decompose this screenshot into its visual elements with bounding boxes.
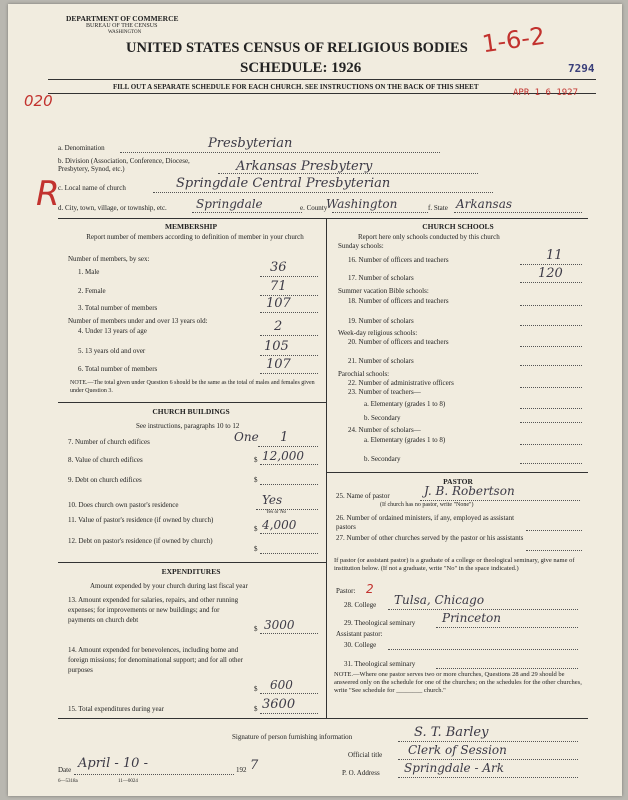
q19-label: 19. Number of scholars: [348, 317, 414, 325]
age-label: Number of members under and over 13 years old:: [68, 317, 208, 325]
county-value: Washington: [326, 197, 398, 211]
city-value: Springdale: [196, 197, 263, 211]
state-label: f. State: [428, 204, 448, 212]
state-value: Arkansas: [456, 197, 513, 211]
q4-label: 4. Under 13 years of age: [78, 327, 147, 335]
pastor-note: NOTE.—Where one pastor serves two or more churches, Questions 28 and 29 should be answered only on the schedule for one of the churches; on the schedules for the other churches, write "See schedule for ________ church.": [334, 671, 582, 694]
membership-title: MEMBERSHIP: [164, 222, 218, 231]
q28-value: Tulsa, Chicago: [394, 593, 485, 607]
q15-label: 15. Total expenditures during year: [68, 705, 164, 713]
q25-value: J. B. Robertson: [424, 484, 515, 498]
expenditures-title: EXPENDITURES: [161, 567, 221, 576]
county-label: e. County: [300, 204, 328, 212]
schedule-title: SCHEDULE: 1926: [240, 60, 362, 76]
sunday-label: Sunday schools:: [338, 242, 384, 250]
q14-label: 14. Amount expended for benevolences, including home and foreign missions; for denominational support; and for all other purposes: [68, 646, 243, 674]
q31-label: 31. Theological seminary: [344, 660, 416, 668]
q18-label: 18. Number of officers and teachers: [348, 297, 449, 305]
census-schedule-sheet: DEPARTMENT OF COMMERCE BUREAU OF THE CENSUS WASHINGTON UNITED STATES CENSUS OF RELIGIOUS BODIES SCHEDULE: 1926 FILL OUT A SEPARATE SCHEDULE FOR EACH CHURCH. SEE INSTRUCTIONS ON THE BACK OF THIS SHEET 1-6-2 7294 APR 1 6 1927 020 a. Denomination Presbyterian b. Division (Association, Conference, Diocese, Presbytery, Synod, etc.) Arkansas Presbytery c. Local name of church Springdale Central Presbyterian R d. City, town, village, or township, etc. Springdale e. County Washington f. State Arkansas MEMBERSHIP Report number of members according to definition of member in your church Number of members, by sex: 1. Male 36 2. Female 71 3. Total number of members 107 Number of members under and over 13 years old: 4. Under 13 years of age 2 5. 13 years old and over 105 6. Total number of members 107 NOTE.—The total given under Question 6 should be the same as the total of males and females given under Question 3. CHURCH BUILDINGS See instructions, paragraphs 10 to 12 7. Number of church edifices One 1 8. Value of church edifices $ 12,000 9. Debt on church edifices $ 10. Does church own pastor's residence Yes Yes or No 11. Value of pastor's residence (if owned by church) $ 4,000 12. Debt on pastor's residence (if owned by church) $ EXPENDITURES Amount expended by your church during last fiscal year 13. Amount expended for salaries, repairs, and other running expenses; for improvements or new buildings; and for payments on church debt $ 3000 14. Amount expended for benevolences, including home and foreign missions; for denominational support; and for all other purposes $ 600 15. Total expenditures during year $ 3600 CHURCH SCHOOLS Report here only schools conducted by this church Sunday schools: 16. Number of officers and teachers 11 17. Number of scholars 120 Summer vacation Bible schools: 18. Number of officers and teachers 19. Number of scholars Week-day religious schools: 20. Number of officers and teachers 21. Number of scholars Parochial schools: 22. Number of administrative officers 23. Number of teachers— a. Elementary (grades 1 to 8) b. Secondary 24. Number of scholars— a. Elementary (grades 1 to 8) b. Secondary PASTOR 25. Name of pastor J. B. Robertson (If church has no pastor, write "None") 26. Number of ordained ministers, if any, employed as assistant pastors 27. Number of other churches served by the pastor or his assistants If pastor (or assistant pastor) is a graduate of a college or theological seminary, give name of institution below. (If not a graduate, write "No" in the space indicated.) Pastor: 2 28. College Tulsa, Chicago 29. Theological seminary Princeton Assistant pastor: 30. College 31. Theological seminary NOTE.—Where one pastor serves two or more churches, Questions 28 and 29 should be answered only on the schedule for one of the churches; on the schedules for the other churches, write "See schedule for ________ church." Signature of person furnishing information S. T. Barley Official title Clerk of Session P. O. Address Springdale - Ark Date April - 10 - 192 7 6—5318a 11—0024: [8, 4, 622, 796]
q17-label: 17. Number of scholars: [348, 274, 414, 282]
signature-label: Signature of person furnishing information: [232, 733, 353, 741]
q14-value: 600: [270, 678, 293, 692]
q25-note: (If church has no pastor, write "None"): [380, 502, 474, 508]
signature-value: S. T. Barley: [414, 725, 489, 740]
q24b-label: b. Secondary: [364, 455, 401, 463]
schools-intro: Report here only schools conducted by this church: [358, 233, 500, 241]
year-value: 7: [250, 758, 259, 773]
q11-value: 4,000: [262, 518, 297, 532]
parochial-label: Parochial schools:: [338, 370, 390, 378]
q2-label: 2. Female: [78, 287, 106, 295]
denomination-label: a. Denomination: [58, 144, 105, 152]
q26-label: 26. Number of ordained ministers, if any, employed as assistant pastors: [336, 514, 515, 531]
q24-label: 24. Number of scholars—: [348, 426, 421, 434]
q20-label: 20. Number of officers and teachers: [348, 338, 449, 346]
q8-label: 8. Value of church edifices: [68, 456, 143, 464]
q16-label: 16. Number of officers and teachers: [348, 256, 449, 264]
division-label: b. Division (Association, Conference, Diocese, Presbytery, Synod, etc.): [58, 157, 190, 173]
membership-intro: Report number of members according to definition of member in your church: [86, 233, 304, 241]
q3-value: 107: [266, 296, 291, 311]
q28-label: 28. College: [344, 601, 377, 609]
pastor-title: PASTOR: [443, 477, 473, 486]
po-address-value: Springdale - Ark: [404, 761, 505, 775]
local-name-value: Springdale Central Presbyterian: [176, 176, 391, 191]
denomination-value: Presbyterian: [208, 136, 293, 151]
q23b-label: b. Secondary: [364, 414, 401, 422]
official-title-value: Clerk of Session: [408, 743, 507, 757]
dept-label: DEPARTMENT OF COMMERCE: [66, 14, 179, 23]
code-mark: 020: [24, 92, 53, 110]
q27-label: 27. Number of other churches served by the pastor or his assistants: [336, 534, 524, 542]
buildings-title: CHURCH BUILDINGS: [152, 407, 230, 416]
pastor-label: Pastor:: [336, 587, 356, 595]
q9-label: 9. Debt on church edifices: [68, 476, 142, 484]
q29-label: 29. Theological seminary: [344, 619, 416, 627]
margin-r-mark: R: [36, 174, 60, 214]
city-label: WASHINGTON: [108, 30, 142, 35]
q11-label: 11. Value of pastor's residence (if owned by church): [68, 516, 214, 524]
q1-label: 1. Male: [78, 268, 100, 276]
q22-label: 22. Number of administrative officers: [348, 379, 454, 387]
division-value: Arkansas Presbytery: [236, 159, 373, 174]
q17-value: 120: [538, 266, 563, 281]
local-name-label: c. Local name of church: [58, 184, 126, 192]
form-title: UNITED STATES CENSUS OF RELIGIOUS BODIES: [126, 40, 468, 56]
q5-label: 5. 13 years old and over: [78, 347, 146, 355]
q12-label: 12. Debt on pastor's residence (if owned by church): [68, 537, 213, 545]
received-stamp: APR 1 6 1927: [513, 88, 579, 98]
q6-value: 107: [266, 357, 291, 372]
q30-label: 30. College: [344, 641, 377, 649]
expenditures-intro: Amount expended by your church during last fiscal year: [90, 582, 248, 590]
q21-label: 21. Number of scholars: [348, 357, 414, 365]
q7-word: One: [234, 430, 259, 444]
q23a-label: a. Elementary (grades 1 to 8): [364, 400, 446, 408]
top-red-mark: 1-6-2: [480, 21, 547, 59]
q7-value: 1: [280, 430, 289, 445]
print-number: 11—0024: [118, 779, 138, 784]
official-title-label: Official title: [348, 751, 383, 759]
q3-label: 3. Total number of members: [78, 304, 158, 312]
file-number: 7294: [568, 62, 595, 75]
buildings-see: See instructions, paragraphs 10 to 12: [136, 422, 240, 430]
date-value: April - 10 -: [78, 756, 148, 771]
q10-value: Yes: [262, 493, 283, 507]
schools-title: CHURCH SCHOOLS: [422, 222, 494, 231]
q23-label: 23. Number of teachers—: [348, 388, 421, 396]
q8-value: 12,000: [262, 449, 304, 463]
q6-label: 6. Total number of members: [78, 365, 158, 373]
date-label: Date: [58, 766, 72, 774]
q13-label: 13. Amount expended for salaries, repairs, and other running expenses; for improvements or new buildings; and for payments on church debt: [68, 596, 239, 624]
summer-label: Summer vacation Bible schools:: [338, 287, 429, 295]
year-prefix: 192: [236, 766, 247, 774]
bureau-label: BUREAU OF THE CENSUS: [86, 23, 158, 29]
q24a-label: a. Elementary (grades 1 to 8): [364, 436, 446, 444]
yes-no-hint: Yes or No: [266, 510, 287, 515]
q25-label: 25. Name of pastor: [336, 492, 390, 500]
q5-value: 105: [264, 339, 289, 354]
q29-value: Princeton: [442, 611, 501, 625]
q4-value: 2: [274, 319, 283, 334]
q2-value: 71: [270, 279, 287, 294]
q7-label: 7. Number of church edifices: [68, 438, 150, 446]
weekday-label: Week-day religious schools:: [338, 329, 418, 337]
form-instructions: FILL OUT A SEPARATE SCHEDULE FOR EACH CHURCH. SEE INSTRUCTIONS ON THE BACK OF THIS SHEET: [113, 83, 479, 91]
graduate-note: If pastor (or assistant pastor) is a graduate of a college or theological seminary, give name of institution below. (If not a graduate, write "No" in the space indicated.): [334, 557, 575, 572]
q15-value: 3600: [262, 697, 296, 712]
form-number: 6—5318a: [58, 779, 78, 784]
pastor-mark: 2: [366, 582, 374, 596]
po-address-label: P. O. Address: [342, 769, 380, 777]
q10-label: 10. Does church own pastor's residence: [68, 501, 179, 509]
asst-label: Assistant pastor:: [336, 630, 383, 638]
city-label: d. City, town, village, or township, etc.: [58, 204, 167, 212]
membership-note: NOTE.—The total given under Question 6 should be the same as the total of males and females given under Question 3.: [70, 380, 315, 394]
q16-value: 11: [546, 248, 563, 263]
by-sex-label: Number of members, by sex:: [68, 255, 150, 263]
q13-value: 3000: [264, 618, 295, 632]
q1-value: 36: [270, 260, 287, 275]
